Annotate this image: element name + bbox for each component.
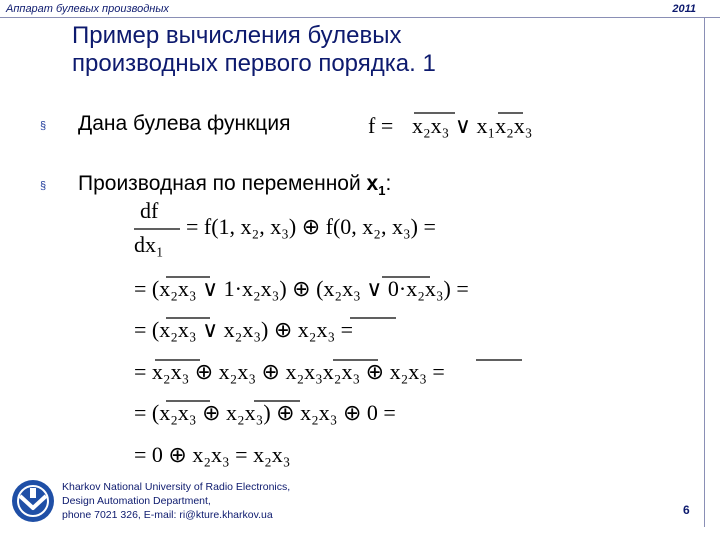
bullet-suffix: :	[385, 172, 392, 195]
logo-bar	[30, 488, 36, 498]
footer-line-2: Design Automation Department,	[62, 495, 211, 507]
page-number: 6	[683, 503, 690, 517]
derivative-numerator: df	[140, 198, 159, 223]
given-lhs: f =	[368, 113, 394, 138]
bullet-marker-1: §	[40, 120, 47, 132]
derivative-denominator: dx₁	[134, 232, 164, 257]
university-logo	[10, 478, 56, 524]
header-title: Аппарат булевых производных	[6, 3, 169, 15]
bullet-marker-2: §	[40, 180, 47, 192]
footer-contact	[62, 480, 290, 522]
bullet-var-name: x	[366, 172, 379, 195]
footer-line-3: phone 7021 326, E-mail: ri@kture.kharkov.ua	[62, 509, 273, 521]
given-rhs: x₂x₃ ∨ x₁x₂x₃	[412, 113, 533, 138]
bullet-var-sub: 1	[378, 183, 386, 199]
bullet-text-2: Производная по переменной	[78, 172, 361, 195]
derivation-line-3: = (x₂x₃ ∨ x₂x₃) ⊕ x₂x₃ =	[134, 317, 354, 342]
footer-line-1: Kharkov National University of Radio Electronics,	[62, 481, 291, 493]
derivation-line-4: = x₂x₃ ⊕ x₂x₃ ⊕ x₂x₃x₂x₃ ⊕ x₂x₃ =	[134, 359, 445, 384]
derivation-line-6: = 0 ⊕ x₂x₃ = x₂x₃	[134, 442, 291, 467]
derivation-line-1: = f(1, x₂, x₃) ⊕ f(0, x₂, x₃) =	[186, 214, 436, 239]
bullet-text-1: Дана булева функция	[78, 112, 291, 135]
slide-title-line-1: Пример вычисления булевых	[72, 22, 402, 49]
derivation-line-2: = (x₂x₃ ∨ 1·x₂x₃) ⊕ (x₂x₃ ∨ 0·x₂x₃) =	[134, 276, 469, 301]
header-year: 2011	[672, 3, 696, 15]
derivation-line-5: = (x₂x₃ ⊕ x₂x₃) ⊕ x₂x₃ ⊕ 0 =	[134, 400, 396, 425]
slide-title-line-2: производных первого порядка. 1	[72, 50, 436, 77]
